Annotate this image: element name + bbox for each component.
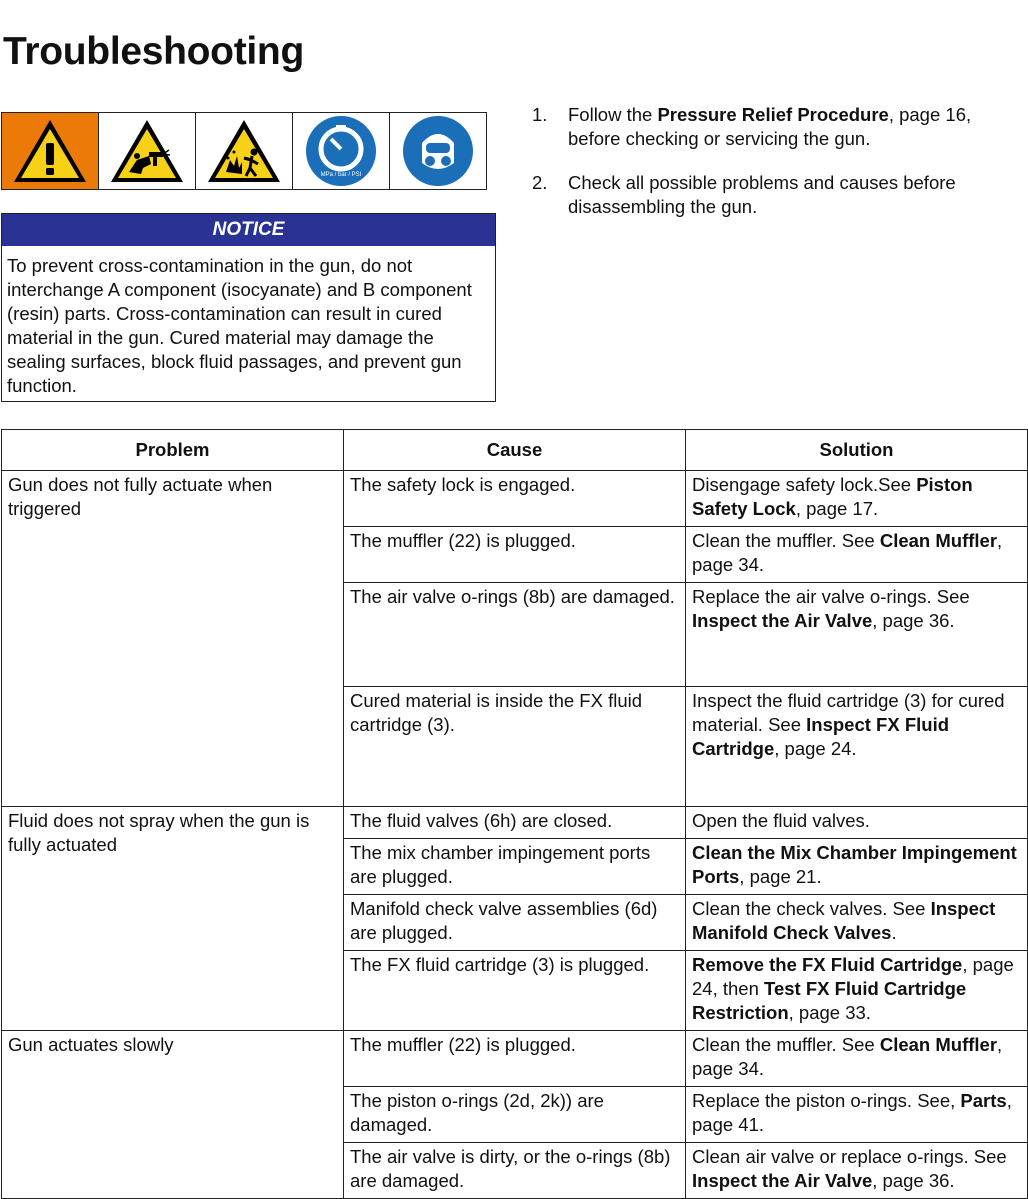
solution-cell [686, 895, 1028, 951]
warning-icon [2, 113, 98, 189]
solution-text: , page 36. [872, 1170, 955, 1191]
section-reference: Inspect FX Fluid Cartridge [692, 714, 950, 759]
solution-cell [686, 527, 1028, 583]
solution-text: Clean the muffler. See [692, 530, 880, 551]
solution-cell [686, 471, 1028, 527]
solution-cell [686, 1031, 1028, 1087]
cause-cell: The muffler (22) is plugged. [344, 527, 686, 583]
cause-cell: The FX fluid cartridge (3) is plugged. [344, 951, 686, 1031]
section-reference: Inspect the Air Valve [692, 1170, 873, 1191]
section-reference: Inspect the Air Valve [692, 610, 873, 631]
solution-text: , page 34. [692, 530, 1003, 575]
section-reference: Clean Muffler [879, 1034, 998, 1055]
step-item [532, 171, 1022, 219]
problem-cell: Gun does not fully actuate when triggered [2, 471, 344, 807]
solution-text: , page 21. [739, 866, 822, 887]
cause-cell: The air valve is dirty, or the o-rings (8b) are damaged. [344, 1143, 686, 1199]
explosion-hazard-icon [195, 113, 292, 189]
table-row [2, 1031, 1028, 1087]
solution-text: Inspect the fluid cartridge (3) for cured material. See [692, 690, 1005, 735]
cause-cell: The air valve o-rings (8b) are damaged. [344, 583, 686, 687]
section-reference: Clean the Mix Chamber Impingement Ports [692, 842, 1017, 887]
solution-cell [686, 807, 1028, 839]
step-item [532, 103, 1022, 151]
solution-text: , page 24, then [692, 954, 1014, 999]
section-reference: Parts [960, 1090, 1007, 1111]
cause-cell: The mix chamber impingement ports are plugged. [344, 839, 686, 895]
pressure-relief-icon [292, 113, 389, 189]
cause-cell: Manifold check valve assemblies (6d) are plugged. [344, 895, 686, 951]
section-reference: Test FX Fluid Cartridge Restriction [692, 978, 967, 1023]
skin-injection-hazard-icon [98, 113, 195, 189]
cause-cell: The piston o-rings (2d, 2k)) are damaged. [344, 1087, 686, 1143]
solution-text: Open the fluid valves. [692, 810, 870, 831]
solution-text: , page 34. [692, 1034, 1003, 1079]
step-number: 2. [532, 172, 548, 193]
solution-text: , page 24. [774, 738, 857, 759]
solution-text: Clean the muffler. See [692, 1034, 880, 1055]
solution-text: , page 41. [692, 1090, 1012, 1135]
procedure-steps [532, 103, 1022, 239]
solution-cell [686, 839, 1028, 895]
notice-text: To prevent cross-contamination in the gun, do not interchange A component (isocyanate) and B component (resin) parts. Cross-contamination can result in cured material in the gun. Cured material may damage the sealing surfaces, block fluid passages, and prevent gun function. [7, 255, 472, 396]
solution-cell [686, 951, 1028, 1031]
step-text: Follow the [568, 104, 658, 125]
notice-heading: NOTICE [2, 214, 495, 246]
section-reference: Clean Muffler [879, 530, 998, 551]
troubleshooting-table [1, 429, 1028, 1199]
solution-cell [686, 583, 1028, 687]
step-text: Check all possible problems and causes before disassembling the gun. [568, 172, 956, 217]
solution-cell [686, 1143, 1028, 1199]
page-title: Troubleshooting [3, 30, 304, 73]
solution-text: Disengage safety lock.See [692, 474, 917, 495]
table-row [2, 807, 1028, 839]
solution-text: . [891, 922, 897, 943]
cause-cell: The muffler (22) is plugged. [344, 1031, 686, 1087]
safety-icons-strip [1, 112, 487, 190]
respirator-icon [389, 113, 486, 189]
section-reference: Piston Safety Lock [692, 474, 973, 519]
solution-text: , page 33. [788, 1002, 871, 1023]
solution-text: , page 17. [795, 498, 879, 519]
table-row [2, 471, 1028, 527]
cause-cell: Cured material is inside the FX fluid cartridge (3). [344, 687, 686, 807]
solution-cell [686, 1087, 1028, 1143]
table-header-row [2, 430, 1028, 471]
step-number: 1. [532, 104, 548, 125]
problem-cell: Fluid does not spray when the gun is fully actuated [2, 807, 344, 1031]
step-text: , page 16, before checking or servicing the gun. [568, 104, 972, 149]
solution-text: Clean air valve or replace o-rings. See [692, 1146, 1007, 1167]
column-header: Solution [686, 430, 1028, 471]
problem-cell: Gun actuates slowly [2, 1031, 344, 1199]
solution-text: Replace the piston o-rings. See, [692, 1090, 961, 1111]
solution-text: Clean the check valves. See [692, 898, 931, 919]
section-reference: Remove the FX Fluid Cartridge [692, 954, 963, 975]
solution-text: , page 36. [872, 610, 955, 631]
notice-box [1, 213, 496, 402]
column-header: Cause [344, 430, 686, 471]
step-link: Pressure Relief Procedure [657, 104, 889, 125]
cause-cell: The safety lock is engaged. [344, 471, 686, 527]
solution-cell [686, 687, 1028, 807]
section-reference: Inspect Manifold Check Valves [692, 898, 996, 943]
solution-text: Replace the air valve o-rings. See [692, 586, 970, 607]
cause-cell: The fluid valves (6h) are closed. [344, 807, 686, 839]
svg-text:MPa / bar / PSI: MPa / bar / PSI [320, 172, 362, 178]
column-header: Problem [2, 430, 344, 471]
